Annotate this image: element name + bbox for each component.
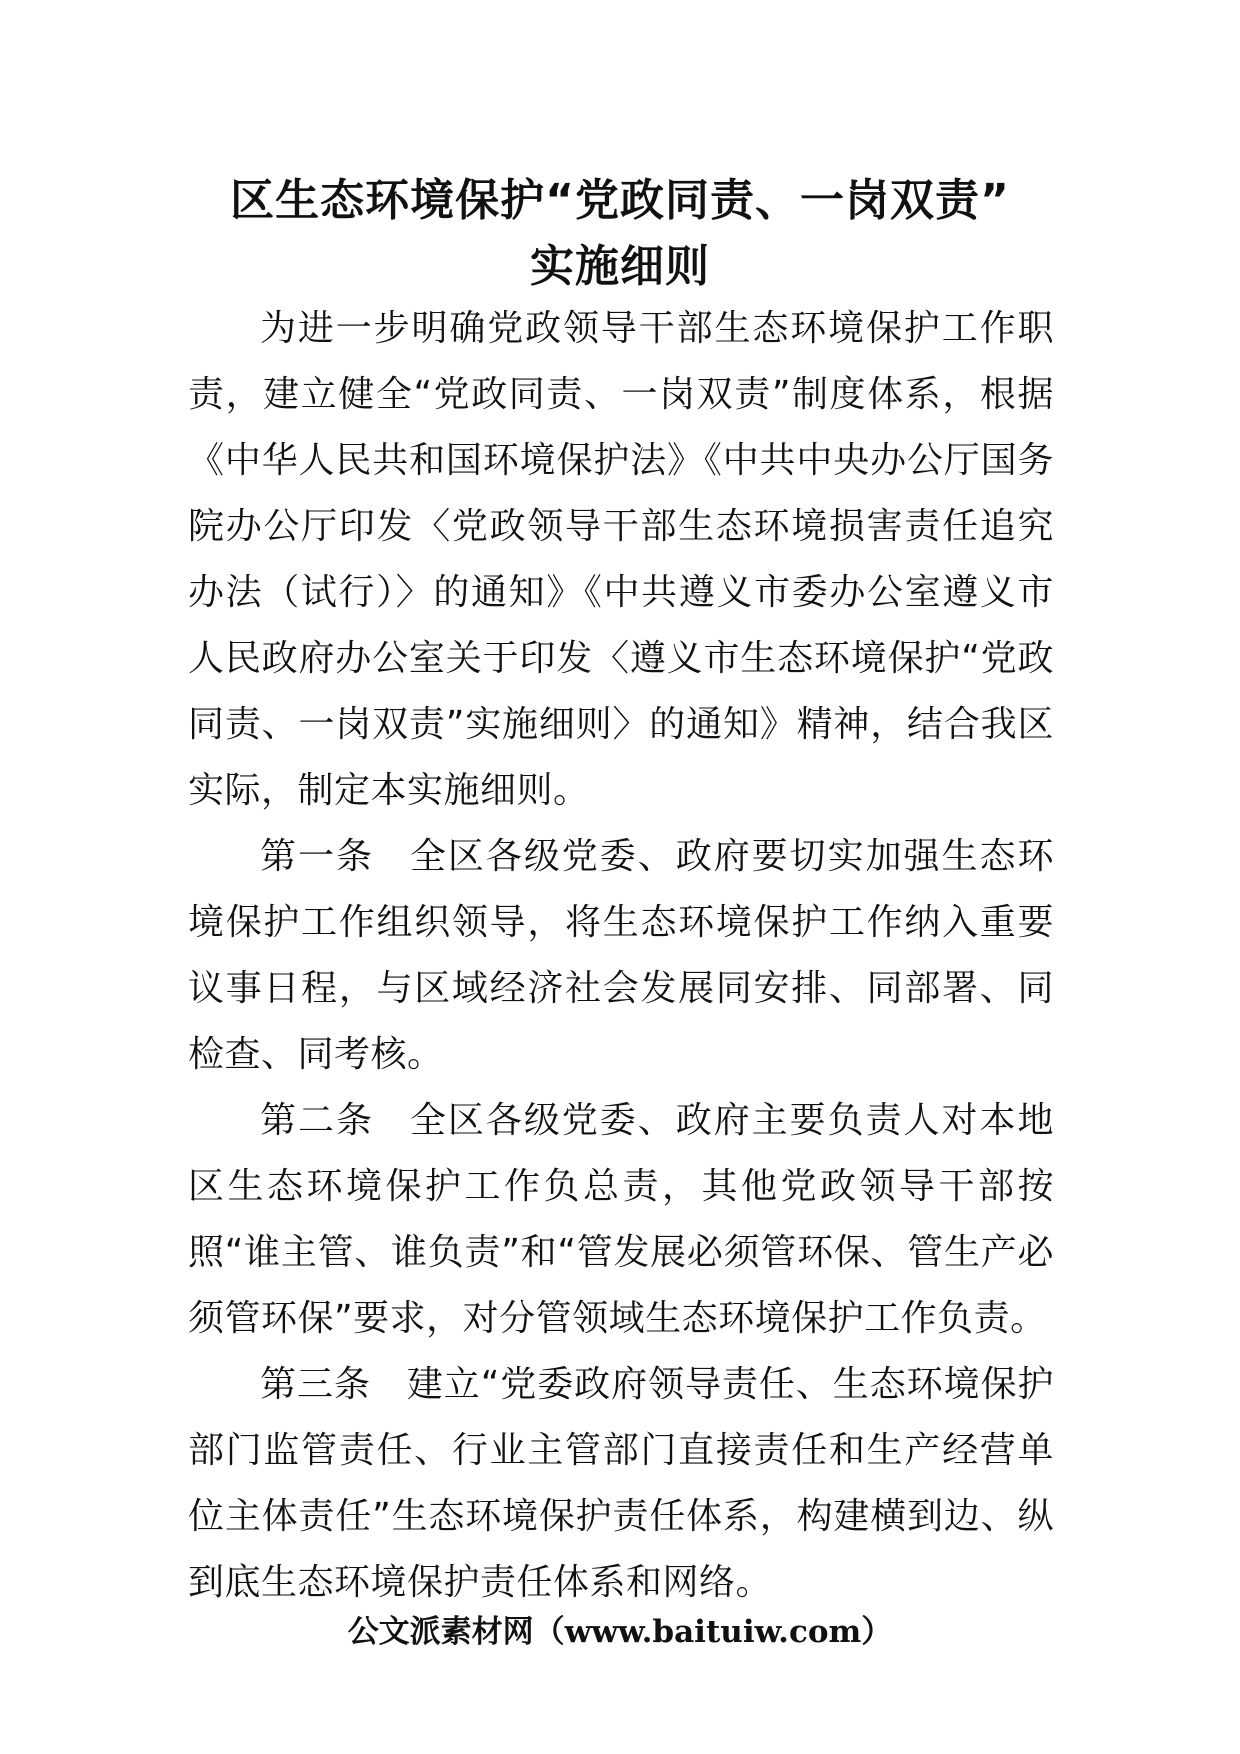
article-1-text: 全区各级党委、政府要切实加强生态环境保护工作组织领导，将生态环境保护工作纳入重要议事日程，与区域经济社会发展同安排、同部署、同检查、同考核。 [188,836,1054,1075]
article-1 [188,824,1054,1088]
intro-paragraph: 为进一步明确党政领导干部生态环境保护工作职责，建立健全“党政同责、一岗双责”制度体系，根据《中华人民共和国环境保护法》《中共中央办公厅国务院办公厅印发〈党政领导干部生态环境损害责任追究办法（试行）〉的通知》《中共遵义市委办公室遵义市人民政府办公室关于印发〈遵义市生态环境保护“党政同责、一岗双责”实施细则〉的通知》精神，结合我区实际，制定本实施细则。 [188,308,1054,811]
article-2-number: 第二条 [260,1100,374,1141]
article-3 [188,1352,1054,1616]
article-3-number: 第三条 [260,1364,371,1405]
title-line-2: 实施细则 [530,241,710,292]
document-title [0,168,1240,300]
article-3-text: 建立“党委政府领导责任、生态环境保护部门监管责任、行业主管部门直接责任和生产经营单位主体责任”生态环境保护责任体系，构建横到边、纵到底生态环境保护责任体系和网络。 [188,1364,1054,1603]
title-line-1: 区生态环境保护“党政同责、一岗双责” [230,175,1010,226]
document-body [188,296,1054,1616]
article-2-text: 全区各级党委、政府主要负责人对本地区生态环境保护工作负总责，其他党政领导干部按照“谁主管、谁负责”和“管发展必须管环保、管生产必须管环保”要求，对分管领域生态环境保护工作负责。 [188,1100,1054,1339]
article-1-number: 第一条 [260,836,374,877]
article-2 [188,1088,1054,1352]
footer-watermark: 公文派素材网（www.baituiw.com） [347,1614,893,1650]
